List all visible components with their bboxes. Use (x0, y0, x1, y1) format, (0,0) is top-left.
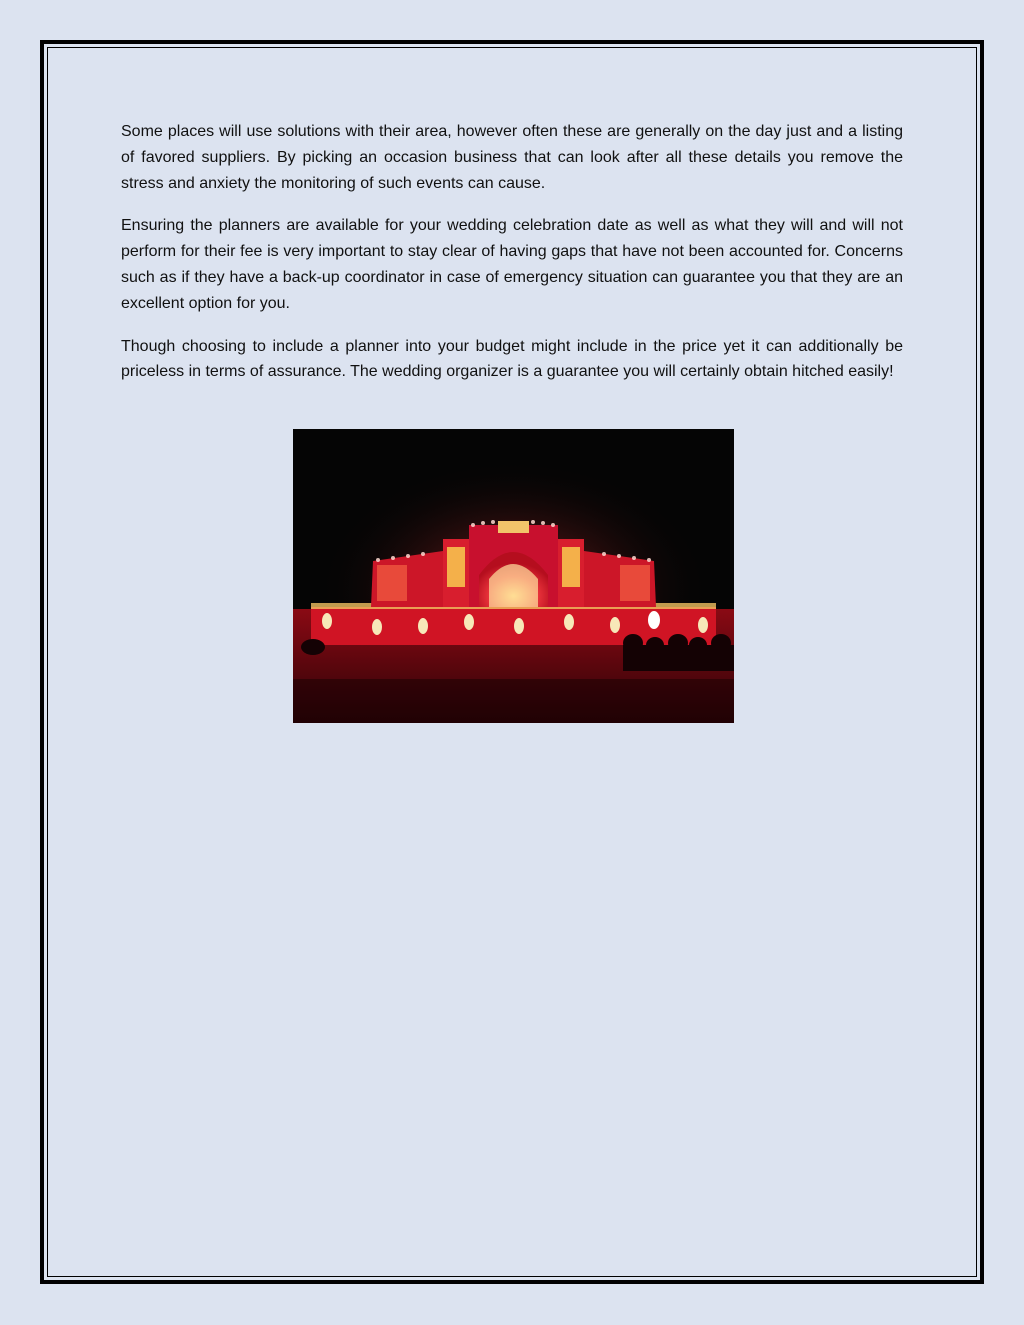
wedding-stage-photo (293, 429, 734, 723)
paragraph-3: Though choosing to include a planner into your budget might include in the price yet it can additionally be priceless in terms of assurance. The wedding organizer is a guarantee you will certainly obtain hitched easily! (121, 337, 903, 381)
paragraph-1: Some places will use solutions with their area, however often these are generally on the day just and a listing of favored suppliers. By picking an occasion business that can look after all these details you remove the stress and anxiety the monitoring of such events can cause. (121, 123, 903, 192)
document-body (121, 119, 903, 402)
paragraph-2: Ensuring the planners are available for your wedding celebration date as well as what they will and will not perform for their fee is very important to stay clear of having gaps that have not been accounted for. Concerns such as if they have a back-up coordinator in case of emergency situation can guarantee you that they are an excellent option for you. (121, 217, 903, 312)
